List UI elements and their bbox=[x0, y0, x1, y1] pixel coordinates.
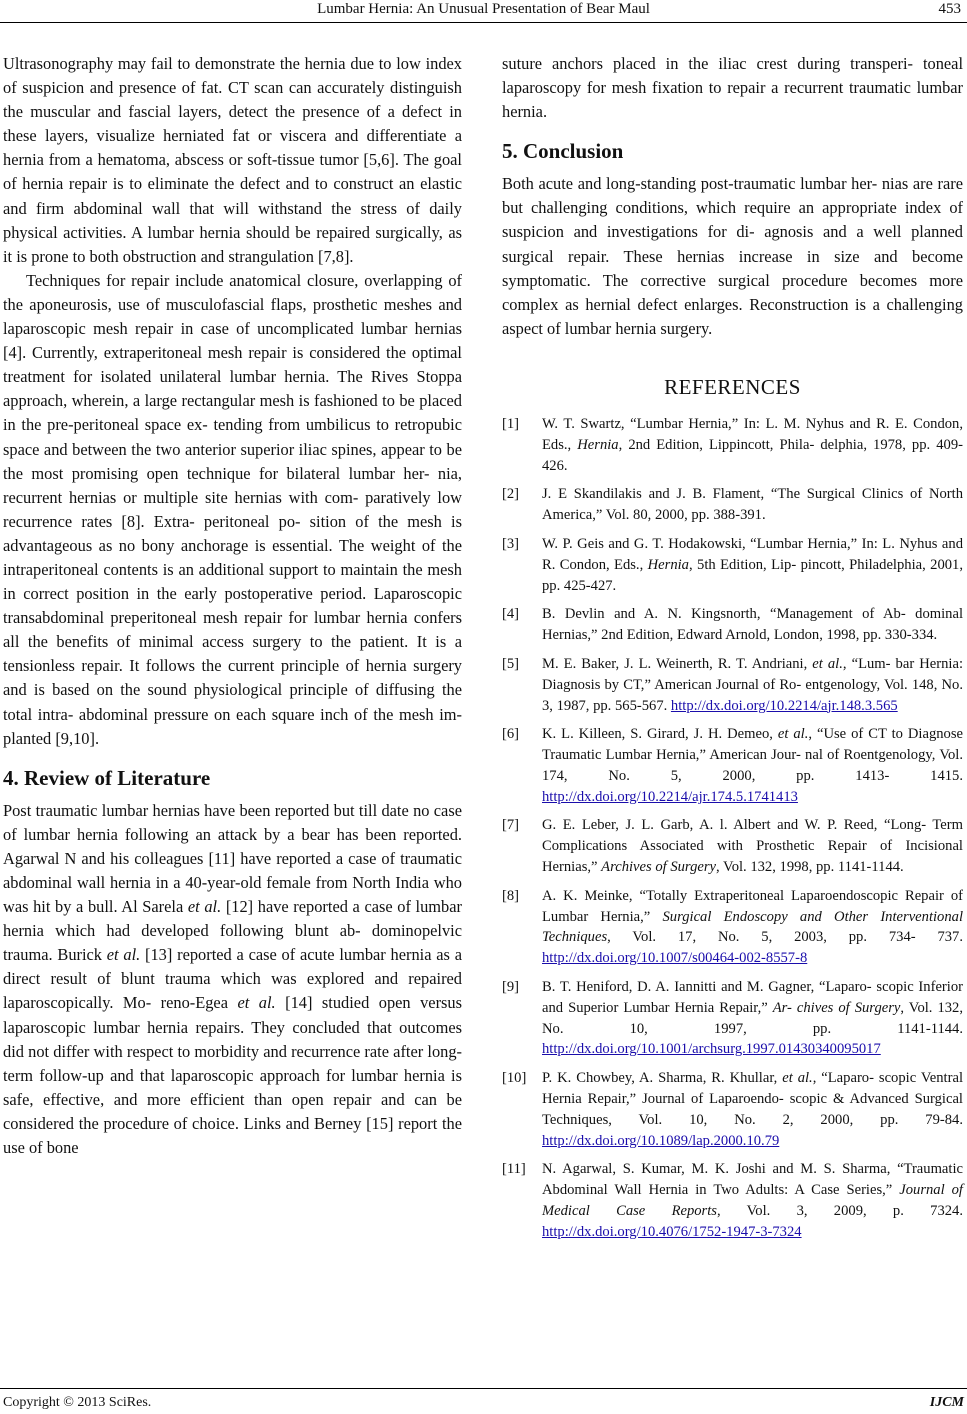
reference-text-run: , “Laparo- scopic Ventral Hernia Repair,” Journal of Laparoendo- scopic & Advanced Surgical Techniques, Vol. 10, No. 2, 2000, pp. 79-84. bbox=[542, 1070, 963, 1128]
page-footer bbox=[0, 1388, 967, 1414]
header-rule bbox=[0, 22, 967, 23]
reference-text bbox=[542, 654, 963, 716]
reference-text bbox=[542, 815, 963, 877]
paragraph-continued: suture anchors placed in the iliac crest during transperi- toneal laparoscopy for mesh fixation to repair a recurrent traumatic lumbar hernia. bbox=[502, 54, 963, 122]
reference-italic-run: Surgical Endoscopy and Other Interventional Techniques bbox=[542, 908, 963, 946]
reference-text bbox=[542, 604, 963, 646]
reference-text-run: W. P. Geis and G. T. Hodakowski, “Lumbar Hernia,” In: L. Nyhus and R. Condon, Eds., bbox=[542, 535, 963, 573]
reference-text-run: , Vol. 132, No. 10, 1997, pp. 1141-1144. bbox=[542, 999, 963, 1037]
paragraph-review bbox=[3, 799, 462, 1160]
reference-item bbox=[502, 604, 963, 646]
reference-italic-run: et al. bbox=[782, 1070, 813, 1087]
reference-text-run: K. L. Killeen, S. Girard, J. H. Demeo, bbox=[542, 726, 778, 743]
reference-item bbox=[502, 414, 963, 476]
reference-number: [1] bbox=[502, 415, 520, 432]
reference-number: [11] bbox=[502, 1161, 526, 1178]
reference-text bbox=[542, 886, 963, 969]
reference-number: [9] bbox=[502, 979, 520, 996]
reference-text-run: N. Agarwal, S. Kumar, M. K. Joshi and M. S. Sharma, “Traumatic Abdominal Wall Hernia in Two Adults: A Case Series,” bbox=[542, 1161, 963, 1199]
journal-abbrev: IJCM bbox=[929, 1395, 964, 1410]
reference-text-run: W. T. Swartz, “Lumbar Hernia,” In: L. M. Nyhus and R. E. Condon, Eds., bbox=[542, 415, 963, 453]
right-column bbox=[502, 52, 963, 1251]
reference-text bbox=[542, 484, 963, 526]
italic-run: et al. bbox=[237, 993, 276, 1013]
section-heading-conclusion: 5. Conclusion bbox=[502, 139, 624, 164]
page-number: 453 bbox=[938, 1, 961, 17]
reference-number: [7] bbox=[502, 817, 520, 834]
reference-text-run: G. E. Leber, J. L. Garb, A. l. Albert and W. P. Reed, “Long- Term Complications Associated with Prosthetic Repair of Incisional Hernias,” bbox=[542, 817, 963, 876]
reference-doi-link[interactable]: http://dx.doi.org/10.4076/1752-1947-3-7324 bbox=[542, 1223, 802, 1240]
reference-text bbox=[542, 414, 963, 476]
paragraph-ultrasonography: Ultrasonography may fail to demonstrate the hernia due to low index of suspicion and presence of fat. CT scan can accurately distinguish the muscular and fascial layers, detect the presence of a defect in these layers, visualize herniated fat or viscera and differentiate a hernia from a hematoma, abscess or soft-tissue tumor [5,6]. The goal of hernia repair is to eliminate the defect and to construct an elastic and firm abdominal wall that will withstand the stress of daily physical activities. A lumbar hernia should be repaired surgically, as it is prone to both obstruction and strangulation [7,8]. bbox=[3, 54, 462, 266]
section-heading-review: 4. Review of Literature bbox=[3, 765, 211, 790]
reference-item bbox=[502, 534, 963, 596]
reference-number: [8] bbox=[502, 887, 520, 904]
text-run: [14] studied open versus laparoscopic lumbar hernia repairs. They concluded that outcomes did not differ with respect to morbidity and recurrence rate after long-term follow-up and that laparoscopic approach for lumbar hernia is safe, effective, and more efficient than open repair and can be considered the procedure of choice. Links and Berney [15] report the use of bone bbox=[3, 993, 462, 1158]
reference-item bbox=[502, 724, 963, 807]
reference-italic-run: Ar- chives of Surgery bbox=[772, 999, 901, 1016]
reference-doi-link[interactable]: http://dx.doi.org/10.1007/s00464-002-8557-8 bbox=[542, 950, 808, 967]
reference-item bbox=[502, 815, 963, 877]
reference-text bbox=[542, 1068, 963, 1151]
reference-text-run: A. K. Meinke, “Totally Extraperitoneal Laparoendoscopic Repair of Lumbar Hernia,” bbox=[542, 887, 963, 925]
reference-doi-link[interactable]: http://dx.doi.org/10.1001/archsurg.1997.01430340095017 bbox=[542, 1041, 881, 1058]
reference-text-run: , Vol. 3, 2009, p. 7324. bbox=[716, 1203, 963, 1220]
paragraph-techniques: Techniques for repair include anatomical closure, overlapping of the aponeurosis, use of musculofascial flaps, prosthetic meshes and laparoscopic mesh repair in case of uncomplicated lumbar hernias [4]. Currently, extraperitoneal mesh repair is considered the optimal treatment for isolated unilateral lumbar hernia. The Rives Stoppa approach, wherein, a large rectangular mesh is fashioned to be placed in the pre-peritoneal space ex- tending from umbilicus to retropubic space and between the two anterior superior iliac spines, appear to be the most promising open technique for bilateral lumbar her- nia, recurrent hernias or multiple site hernias with com- paratively low recurrence rates [8]. Extra- peritoneal po- sition of the mesh is advantageous as no bony anchorage is essential. The weight of the intraperitoneal contents is an additional support to maintain the mesh in correct position in the early postoperative period. Laparoscopic transabdominal preperitoneal mesh repair for lumbar hernia confers all the benefits of minimal access surgery to the patient. It is a tensionless repair. It follows the current principle of hernia surgery and is based on the sound physiological principle of diffusing the total intra- abdominal pressure on each square inch of the mesh im- planted [9,10]. bbox=[3, 270, 462, 748]
reference-number: [2] bbox=[502, 486, 520, 503]
reference-italic-run: et al. bbox=[777, 726, 809, 743]
reference-list bbox=[502, 414, 963, 1243]
reference-italic-run: Archives of Surgery bbox=[601, 859, 716, 876]
copyright-text: Copyright © 2013 SciRes. bbox=[3, 1395, 152, 1410]
reference-doi-link[interactable]: http://dx.doi.org/10.1089/lap.2000.10.79 bbox=[542, 1132, 780, 1149]
text-run: Post traumatic lumbar hernias have been reported but till date no case of lumbar hernia following an attack by a bear has been reported. Agarwal N and his colleagues [11] have reported a case of traumatic abdominal wall hernia in a 40-year-old female from North India who was hit by a bull. Al Sarela bbox=[3, 800, 462, 917]
reference-text-run: B. T. Heniford, D. A. Iannitti and M. Gagner, “Laparo- scopic Inferior and Superior Lumbar Hernia Repair,” bbox=[542, 979, 963, 1016]
reference-number: [10] bbox=[502, 1070, 527, 1087]
reference-item bbox=[502, 654, 963, 716]
reference-doi-link[interactable]: http://dx.doi.org/10.2214/ajr.174.5.1741413 bbox=[542, 788, 798, 805]
reference-text bbox=[542, 724, 963, 807]
running-title: Lumbar Hernia: An Unusual Presentation of Bear Maul bbox=[317, 1, 650, 17]
reference-item bbox=[502, 886, 963, 969]
footer-rule bbox=[0, 1388, 967, 1389]
reference-text-run: J. E Skandilakis and J. B. Flament, “The Surgical Clinics of North America,” Vol. 80, 2000, pp. 388-391. bbox=[542, 486, 963, 524]
reference-text-run: , “Lum- bar Hernia: Diagnosis by CT,” American Journal of Ro- entgenology, Vol. 148, No. 3, 1987, pp. 565-567. bbox=[542, 655, 963, 714]
text-run: [13] reported a case of acute lumbar hernia as a direct result of blunt trauma which was explored and repaired laparoscopically. Mo- reno-Egea bbox=[3, 945, 462, 1013]
reference-italic-run: Hernia bbox=[647, 556, 689, 573]
reference-text-run: , Vol. 132, 1998, pp. 1141-1144. bbox=[716, 859, 904, 876]
reference-number: [5] bbox=[502, 655, 520, 672]
italic-run: et al. bbox=[106, 945, 141, 965]
reference-text-run: M. E. Baker, J. L. Weinerth, R. T. Andriani, bbox=[542, 655, 813, 672]
paragraph-conclusion: Both acute and long-standing post-traumatic lumbar her- nias are rare but challenging conditions, which require an appropriate index of suspicion and investigations for di- agnosis and a well planned surgical repair. These hernias increase in size and become symptomatic. The corrective surgical procedure becomes more complex as hernial defect enlarges. Reconstruction is a challenging aspect of lumbar hernia surgery. bbox=[502, 174, 963, 338]
reference-item bbox=[502, 1159, 963, 1242]
reference-item bbox=[502, 977, 963, 1060]
reference-number: [6] bbox=[502, 726, 520, 743]
reference-item bbox=[502, 1068, 963, 1151]
italic-run: et al. bbox=[187, 897, 222, 917]
reference-number: [3] bbox=[502, 535, 520, 552]
reference-text bbox=[542, 977, 963, 1060]
text-run: [12] have reported a case of lumbar hernia which had developed following blunt ab- dominopelvic trauma. Burick bbox=[3, 897, 462, 965]
running-header bbox=[0, 0, 967, 26]
reference-italic-run: Hernia bbox=[577, 436, 619, 453]
reference-text-run: , 2nd Edition, Lippincott, Phila- delphia, 1978, pp. 409-426. bbox=[542, 436, 963, 474]
reference-italic-run: et al. bbox=[812, 655, 843, 672]
reference-text-run: B. Devlin and A. N. Kingsnorth, “Management of Ab- dominal Hernias,” 2nd Edition, Edward Arnold, London, 1998, pp. 330-334. bbox=[542, 606, 963, 644]
reference-text bbox=[542, 534, 963, 596]
reference-text-run: P. K. Chowbey, A. Sharma, R. Khullar, bbox=[542, 1070, 783, 1087]
reference-item bbox=[502, 484, 963, 526]
reference-text-run: , Vol. 17, No. 5, 2003, pp. 734- 737. bbox=[607, 929, 963, 946]
left-column bbox=[3, 52, 462, 1160]
reference-doi-link[interactable]: http://dx.doi.org/10.2214/ajr.148.3.565 bbox=[670, 697, 898, 714]
reference-text-run: , 5th Edition, Lip- pincott, Philadelphia, 2001, pp. 425-427. bbox=[542, 556, 963, 594]
references-heading: REFERENCES bbox=[664, 374, 801, 399]
reference-number: [4] bbox=[502, 606, 520, 623]
reference-text bbox=[542, 1159, 963, 1242]
reference-italic-run: Journal of Medical Case Reports bbox=[542, 1182, 963, 1220]
reference-text-run: , “Use of CT to Diagnose Traumatic Lumbar Hernia,” American Jour- nal of Roentgenology, Vol. 174, No. 5, 2000, pp. 1413- 1415. bbox=[542, 726, 963, 784]
